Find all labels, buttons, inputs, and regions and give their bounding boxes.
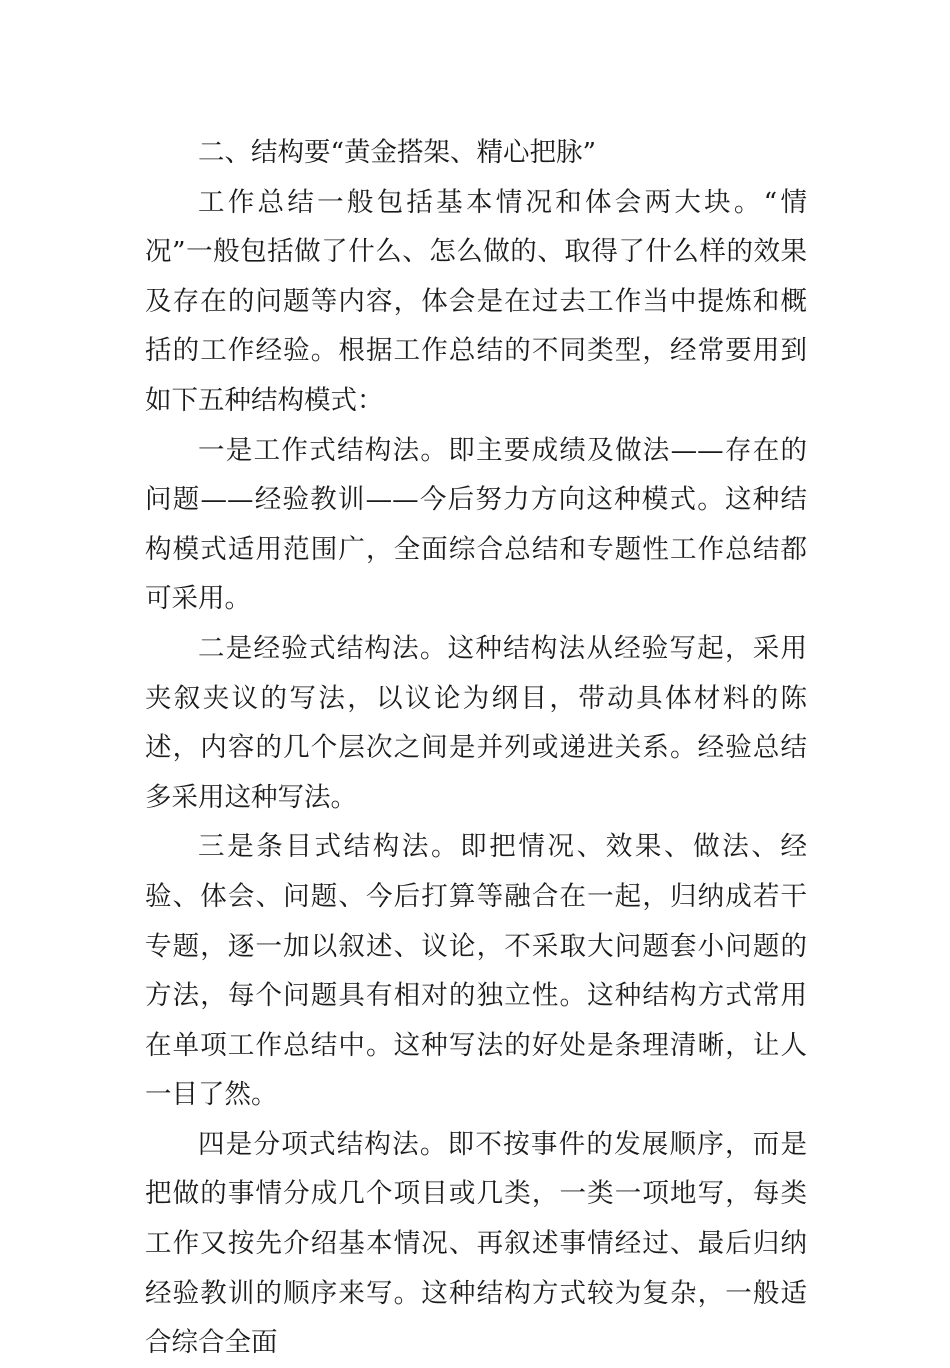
section-heading: 二、结构要“黄金搭架、精心把脉” — [198, 137, 597, 168]
document-body — [145, 128, 807, 1368]
paragraph-categorized-structure: 四是分项式结构法。即不按事件的发展顺序，而是把做的事情分成几个项目或几类，一类一项地写，每类工作又按先介绍基本情况、再叙述事情经过、最后归纳经验教训的顺序来写。这种结构方式较为复杂，一般适合综合全面 — [145, 1128, 807, 1359]
paragraph-itemized-structure: 三是条目式结构法。即把情况、效果、做法、经验、体会、问题、今后打算等融合在一起，归纳成若干专题，逐一加以叙述、议论，不采取大问题套小问题的方法，每个问题具有相对的独立性。这种结构方式常用在单项工作总结中。这种写法的好处是条理清晰，让人一目了然。 — [145, 831, 807, 1111]
paragraph-work-structure: 一是工作式结构法。即主要成绩及做法——存在的问题——经验教训——今后努力方向这种模式。这种结构模式适用范围广，全面综合总结和专题性工作总结都可采用。 — [145, 434, 807, 615]
paragraph-overview: 工作总结一般包括基本情况和体会两大块。“情况”一般包括做了什么、怎么做的、取得了什么样的效果及存在的问题等内容，体会是在过去工作当中提炼和概括的工作经验。根据工作总结的不同类型，经常要用到如下五种结构模式： — [145, 186, 807, 416]
paragraph-experience-structure: 二是经验式结构法。这种结构法从经验写起，采用夹叙夹议的写法，以议论为纲目，带动具体材料的陈述，内容的几个层次之间是并列或递进关系。经验总结多采用这种写法。 — [145, 632, 807, 813]
